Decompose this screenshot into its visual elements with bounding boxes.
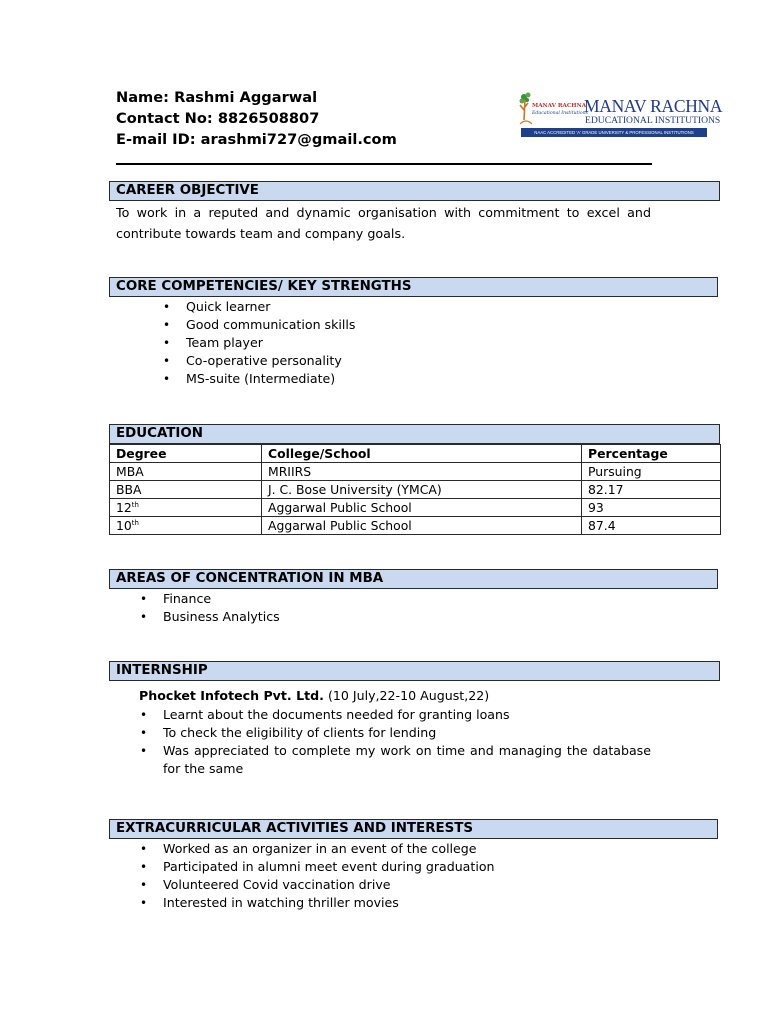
- internship-dates: (10 July,22-10 August,22): [323, 688, 490, 703]
- education-table-header-row: [110, 445, 721, 463]
- degree-cell: [110, 517, 262, 535]
- table-row: [110, 481, 721, 499]
- list-item: [163, 316, 646, 334]
- list-item-text: To check the eligibility of clients for lending: [163, 725, 437, 740]
- email-address: E-mail ID: arashmi727@gmail.com: [116, 131, 397, 148]
- list-item: [140, 590, 643, 608]
- list-item-text: Worked as an organizer in an event of the college: [163, 841, 477, 856]
- degree-superscript: th: [131, 500, 139, 509]
- degree-superscript: th: [131, 518, 139, 527]
- list-item: [163, 352, 646, 370]
- degree-text: 12: [116, 499, 132, 515]
- bullet-icon: •: [140, 860, 148, 874]
- list-item: [140, 608, 643, 626]
- degree-text: BBA: [116, 481, 142, 497]
- education-section: [109, 424, 720, 535]
- bullet-icon: •: [163, 354, 171, 368]
- list-item: [163, 370, 646, 388]
- section-header-career-objective: CAREER OBJECTIVE: [109, 181, 720, 201]
- bullet-icon: •: [140, 592, 148, 606]
- list-item-text: Finance: [163, 591, 212, 606]
- list-item-text: Interested in watching thriller movies: [163, 895, 399, 910]
- bullet-icon: •: [140, 744, 148, 758]
- list-item-text: Business Analytics: [163, 609, 280, 624]
- degree-text: MBA: [116, 463, 144, 479]
- list-item: [140, 706, 651, 724]
- college-cell: Aggarwal Public School: [262, 517, 582, 535]
- percentage-cell: Pursuing: [582, 463, 721, 481]
- logo-main-text: MANAV RACHNA: [584, 96, 723, 116]
- tree-emblem-icon: [518, 90, 534, 130]
- degree-cell: [110, 463, 262, 481]
- percentage-cell: 93: [582, 499, 721, 517]
- bullet-icon: •: [140, 610, 148, 624]
- section-header-extracurricular: EXTRACURRICULAR ACTIVITIES AND INTERESTS: [109, 819, 718, 839]
- bullet-icon: •: [140, 896, 148, 910]
- internship-company: [139, 687, 489, 705]
- percentage-cell: 87.4: [582, 517, 721, 535]
- bullet-icon: •: [140, 878, 148, 892]
- contact-number: Contact No: 8826508807: [116, 110, 320, 127]
- percentage-cell: 82.17: [582, 481, 721, 499]
- list-item-text: Participated in alumni meet event during graduation: [163, 859, 495, 874]
- section-header-core-competencies: CORE COMPETENCIES/ KEY STRENGTHS: [109, 277, 718, 297]
- list-item: [140, 724, 651, 742]
- list-item: [163, 334, 646, 352]
- list-item-text: Team player: [186, 335, 263, 350]
- list-item: [140, 876, 643, 894]
- section-header-internship: INTERNSHIP: [109, 661, 720, 681]
- degree-cell: [110, 499, 262, 517]
- list-item: [163, 298, 646, 316]
- column-header-percentage: Percentage: [582, 445, 721, 463]
- education-table: [109, 444, 721, 535]
- bullet-icon: •: [163, 372, 171, 386]
- list-item-text: Learnt about the documents needed for granting loans: [163, 707, 510, 722]
- bullet-icon: •: [163, 336, 171, 350]
- bullet-icon: •: [140, 708, 148, 722]
- section-header-education: EDUCATION: [109, 424, 720, 444]
- list-item: [140, 742, 651, 778]
- list-item: [140, 858, 643, 876]
- header-divider: [116, 163, 652, 165]
- internship-company-name: Phocket Infotech Pvt. Ltd.: [139, 688, 324, 703]
- list-item-text: Good communication skills: [186, 317, 356, 332]
- college-cell: J. C. Bose University (YMCA): [262, 481, 582, 499]
- bullet-icon: •: [140, 842, 148, 856]
- logo-tagline: Educational Institutions: [532, 111, 588, 116]
- column-header-degree: Degree: [110, 445, 262, 463]
- list-item-text: Quick learner: [186, 299, 271, 314]
- list-item-text: Volunteered Covid vaccination drive: [163, 877, 391, 892]
- concentration-list: [140, 590, 643, 626]
- logo-accreditation-band: NAAC ACCREDITED 'A' GRADE UNIVERSITY & PROFESSIONAL INSTITUTIONS: [521, 128, 707, 137]
- internship-list: [140, 706, 651, 778]
- degree-cell: [110, 481, 262, 499]
- list-item-text: Was appreciated to complete my work on time and managing the database for the same: [163, 743, 651, 776]
- list-item-text: Co-operative personality: [186, 353, 342, 368]
- logo-sub-text: EDUCATIONAL INSTITUTIONS: [585, 115, 721, 126]
- list-item: [140, 840, 643, 858]
- table-row: [110, 463, 721, 481]
- bullet-icon: •: [163, 318, 171, 332]
- candidate-name: Name: Rashmi Aggarwal: [116, 89, 318, 106]
- college-cell: MRIIRS: [262, 463, 582, 481]
- bullet-icon: •: [163, 300, 171, 314]
- college-cell: Aggarwal Public School: [262, 499, 582, 517]
- column-header-college: College/School: [262, 445, 582, 463]
- institution-logo: [518, 90, 723, 140]
- degree-text: 10: [116, 517, 132, 533]
- logo-small-text: MANAV RACHNA: [532, 103, 587, 109]
- table-row: [110, 499, 721, 517]
- list-item-text: MS-suite (Intermediate): [186, 371, 336, 386]
- list-item: [140, 894, 643, 912]
- extracurricular-list: [140, 840, 643, 912]
- section-header-areas-of-concentration: AREAS OF CONCENTRATION IN MBA: [109, 569, 718, 589]
- career-objective-text: To work in a reputed and dynamic organisation with commitment to excel and contribute towards team and company goals.: [116, 205, 651, 241]
- competencies-list: [163, 298, 646, 388]
- table-row: [110, 517, 721, 535]
- bullet-icon: •: [140, 726, 148, 740]
